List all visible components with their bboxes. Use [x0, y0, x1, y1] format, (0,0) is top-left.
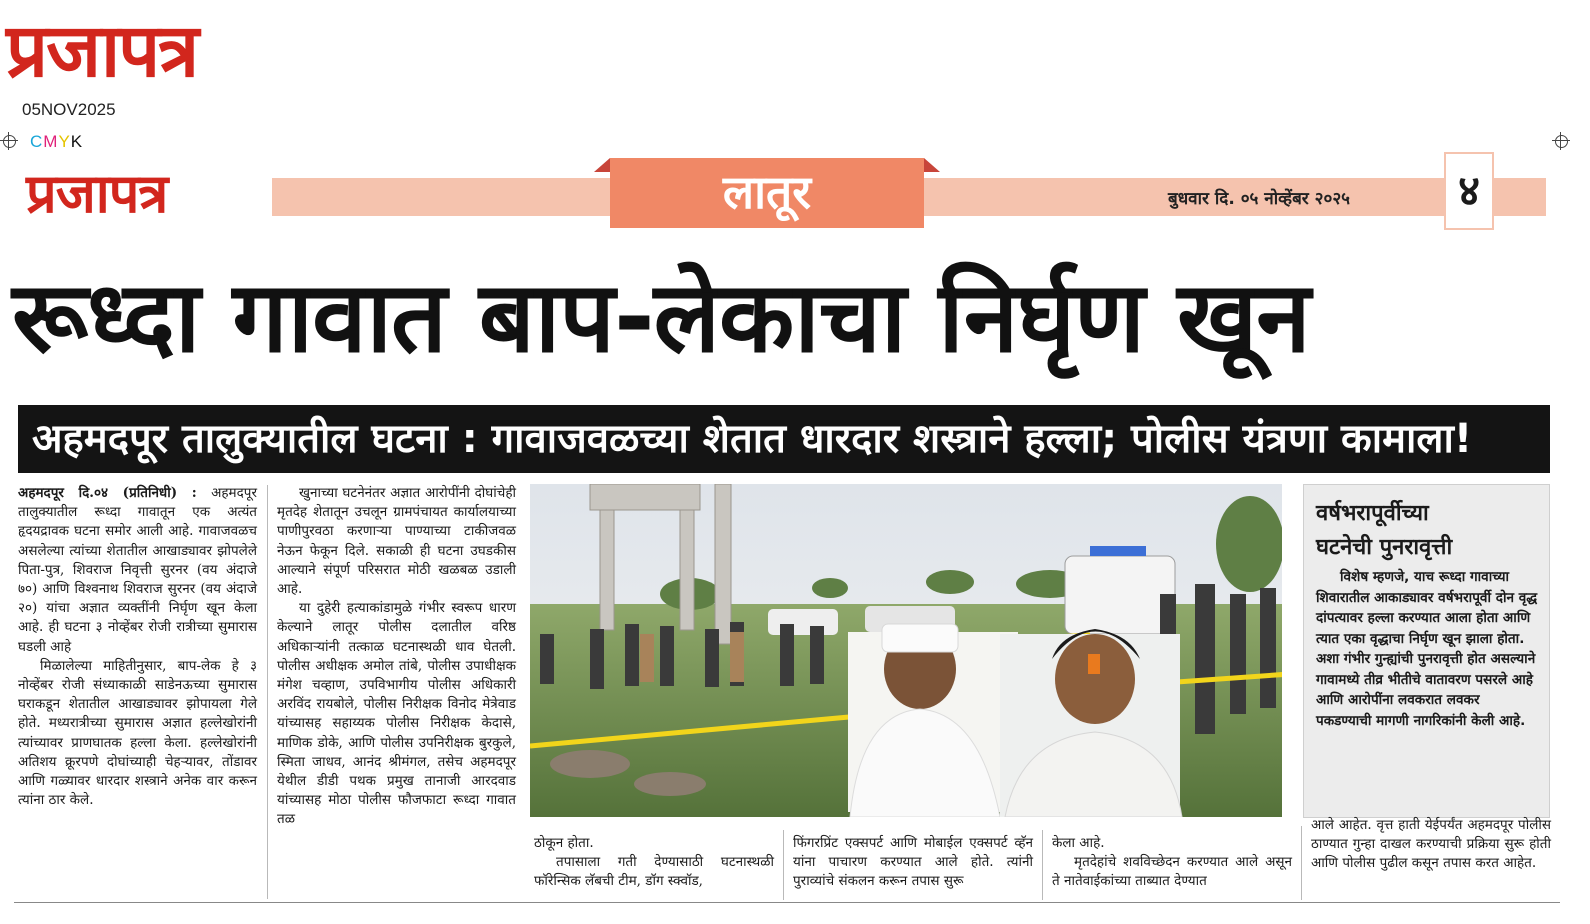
article-paragraph: अहमदपूर तालुक्यातील रूध्दा गावातून एक अत्यंत हृदयद्रावक घटना समोर आली आहे. गावाजवळच असलेल्या त्यांच्या शेतातील आखाड्यावर झोपलेले पिता-पुत्र, शिवराज निवृत्ती सुरनर (वय अंदाजे ७०) आणि विश्वनाथ शिवराज सुरनर (वय अंदाजे २०) यांचा अज्ञात व्यक्तींनी निर्घृण खून केला आहे. ही घटना ३ नोव्हेंबर रोजी रात्रीच्या सुमारास घडली आहे: [18, 485, 257, 655]
article-column-4: [793, 834, 1033, 892]
page-bottom-rule: [14, 902, 1560, 903]
section-tab-latur: लातूर: [610, 158, 924, 228]
print-date-code: 05NOV2025: [22, 100, 116, 119]
edition-date: बुधवार दि. ०५ नोव्हेंबर २०२५: [1168, 189, 1351, 209]
masthead-logo: प्रजापत्र: [6, 8, 198, 94]
article-paragraph: मृतदेहांचे शवविच्छेदन करण्यात आले असून ते नातेवाईकांच्या ताब्यात देण्यात: [1052, 854, 1292, 890]
column-divider: [1301, 826, 1302, 900]
article-paragraph: आले आहेत. वृत्त हाती येईपर्यंत अहमदपूर पोलीस ठाण्यात गुन्हा दाखल करण्याची प्रक्रिया सुरू होती आणि पोलीस पुढील कसून तपास करत आहेत.: [1311, 817, 1551, 872]
cmyk-color-mark: CMYK: [30, 132, 84, 151]
sub-headline: अहमदपूर तालुक्यातील घटना : गावाजवळच्या शेतात धारदार शस्त्राने हल्ला; पोलीस यंत्रणा कामाला!: [18, 405, 1550, 473]
article-column-6: [1311, 816, 1551, 874]
page-number: ४: [1444, 152, 1494, 230]
article-column-3: [534, 834, 774, 892]
sidebar-title: वर्षभरापूर्वीच्या: [1316, 501, 1429, 526]
dateline: अहमदपूर दि.०४ (प्रतिनिधी) :: [18, 485, 197, 501]
article-paragraph: केला आहे.: [1052, 835, 1105, 851]
article-column-5: [1052, 834, 1292, 892]
article-paragraph: फिंगरप्रिंट एक्सपर्ट आणि मोबाईल एक्सपर्ट व्हॅन यांना पाचारण करण्यात आले होते. त्यांनी पुराव्यांचे संकलन करून तपास सुरू: [793, 835, 1033, 890]
sidebar-box: [1303, 484, 1550, 818]
registration-mark-icon: [0, 132, 18, 150]
article-column-1: [18, 484, 257, 810]
main-headline: रूध्दा गावात बाप-लेकाचा निर्घृण खून: [12, 261, 1310, 375]
column-divider: [267, 485, 268, 899]
column-divider: [783, 830, 784, 900]
article-paragraph: ठोकून होता.: [534, 835, 594, 851]
article-paragraph: खुनाच्या घटनेनंतर अज्ञात आरोपींनी दोघांचेही मृतदेह शेतातून उचलून ग्रामपंचायत कार्यालयाच्या पाणीपुरवठा करणाऱ्या पाण्याच्या टाकीजवळ नेऊन फेकून दिले. सकाळी ही घटना उघडकीस आल्याने संपूर्ण परिसरात मोठी खळबळ उडाली आहे.: [277, 485, 516, 598]
page-banner-logo: प्रजापत्र: [26, 161, 168, 225]
article-paragraph: तपासाला गती देण्यासाठी घटनास्थळी फॉरेन्सिक लॅबची टीम, डॉग स्क्वॉड,: [534, 854, 774, 890]
column-divider: [1042, 830, 1043, 900]
registration-mark-icon: [1552, 132, 1570, 150]
crime-scene-photo: [530, 484, 1282, 817]
article-paragraph: या दुहेरी हत्याकांडामुळे गंभीर स्वरूप धारण केल्याने लातूर पोलीस दलातील वरिष्ठ अधिकाऱ्यांनी तत्काळ घटनास्थळी धाव घेतली. पोलीस अधीक्षक अमोल तांबे, पोलीस उपाधीक्षक मंगेश चव्हाण, उपविभागीय पोलीस अधिकारी अरविंद रायबोले, पोलीस निरीक्षक विनोद मेत्रेवाड यांच्यासह सहाय्यक पोलीस निरीक्षक केदासे, माणिक डोके, आणि पोलीस उपनिरीक्षक बुरकुले, स्मिता जाधव, आनंद श्रीमंगल, तसेच अहमदपूर येथील डीडी पथक प्रमुख तानाजी आरदवाड यांच्यासह मोठा पोलीस फौजफाटा रूध्दा गावात तळ: [277, 600, 516, 828]
article-paragraph: मिळालेल्या माहितीनुसार, बाप-लेक हे ३ नोव्हेंबर रोजी संध्याकाळी साडेनऊच्या सुमारास घराकडून शेतातील आखाड्यावर झोपायला गेले होते. मध्यरात्रीच्या सुमारास अज्ञात हल्लेखोरांनी त्यांच्यावर प्राणघातक हल्ला केला. हल्लेखोरांनी अतिशय क्रूरपणे दोघांच्याही चेहऱ्यावर, तोंडावर आणि गळ्यावर धारदार शस्त्राने अनेक वार करून त्यांना ठार केले.: [18, 657, 257, 809]
sidebar-text: विशेष म्हणजे, याच रूध्दा गावाच्या शिवारातील आकाड्यावर वर्षभरापूर्वी दोन वृद्ध दांपत्यावर हल्ला करण्यात आला होता आणि त्यात एका वृद्धाचा निर्घृण खून झाला होता. अशा गंभीर गुन्ह्यांची पुनरावृत्ती होत असल्याने गावामध्ये तीव्र भीतीचे वातावरण पसरले आहे आणि आरोपींना लवकरात लवकर पकडण्याची मागणी नागरिकांनी केली आहे.: [1316, 569, 1538, 729]
sidebar-title: घटनेची पुनरावृत्ती: [1316, 535, 1453, 560]
article-column-2: [277, 484, 516, 830]
